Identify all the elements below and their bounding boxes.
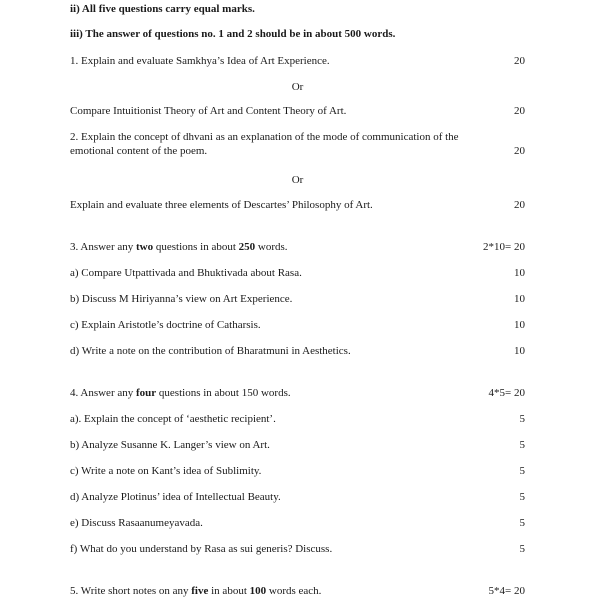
question-4-marks: 4*5= 20 [488,387,525,399]
question-3-item-text: a) Compare Utpattivada and Bhuktivada about Rasa. [70,267,302,279]
question-3-item-text: b) Discuss M Hiriyanna’s view on Art Experience. [70,293,293,305]
question-3-intro-bold2: 250 [238,241,256,253]
question-4-item-marks: 5 [519,413,525,425]
question-3-intro-a: 3. Answer any [70,241,136,253]
question-4-item-text: b) Analyze Susanne K. Langer’s view on Art. [70,439,270,451]
question-2-alt-marks: 20 [514,199,525,211]
question-5-intro-b: in about [208,585,250,597]
question-1-alt-text: Compare Intuitionist Theory of Art and Content Theory of Art. [70,105,347,117]
question-2-line2: emotional content of the poem. [70,145,208,157]
question-3-item-d [70,344,525,358]
question-4-item-marks: 5 [519,543,525,555]
question-2-alt-text: Explain and evaluate three elements of Descartes’ Philosophy of Art. [70,199,373,211]
question-4-intro-b: questions in about 150 words. [156,387,291,399]
question-4-item-marks: 5 [519,517,525,529]
question-2-alt [70,198,525,212]
question-4-item-text: f) What do you understand by Rasa as sui generis? Discuss. [70,543,333,555]
question-4-item-text: c) Write a note on Kant’s idea of Sublimity. [70,465,262,477]
question-1-marks: 20 [514,55,525,67]
question-2-marks: 20 [514,145,525,157]
question-5-marks: 5*4= 20 [488,585,525,597]
question-4-intro-bold1: four [136,387,157,399]
question-4-item-b [70,438,525,452]
question-4-item-marks: 5 [519,491,525,503]
question-5-intro [70,584,525,598]
question-4-item-a [70,412,525,426]
question-3-intro-b: questions in about [153,241,239,253]
question-4-item-c [70,464,525,478]
question-1-text: 1. Explain and evaluate Samkhya’s Idea of Art Experience. [70,55,330,67]
question-3-item-b [70,292,525,306]
instruction-iii: iii) The answer of questions no. 1 and 2 should be in about 500 words. [70,28,396,40]
question-3-item-c [70,318,525,332]
question-3-intro-bold1: two [136,241,154,253]
question-1-alt-marks: 20 [514,105,525,117]
question-3-intro [70,240,525,254]
question-4-item-e [70,516,525,530]
question-3-item-text: c) Explain Aristotle’s doctrine of Catharsis. [70,319,261,331]
question-4-item-marks: 5 [519,465,525,477]
question-4-item-marks: 5 [519,439,525,451]
question-3-item-marks: 10 [514,345,525,357]
question-2-line1: 2. Explain the concept of dhvani as an explanation of the mode of communication of the [70,131,459,143]
question-3-intro-c: words. [255,241,288,253]
question-4-item-text: e) Discuss Rasaanumeyavada. [70,517,203,529]
question-2-or: Or [291,174,304,186]
question-4-intro [70,386,525,400]
question-1 [70,54,525,68]
question-4-item-text: d) Analyze Plotinus’ idea of Intellectual Beauty. [70,491,281,503]
question-5-intro-bold2: 100 [249,585,267,597]
question-5-intro-bold1: five [191,585,209,597]
question-2-line2-row [70,144,525,158]
question-3-item-marks: 10 [514,319,525,331]
instruction-ii: ii) All five questions carry equal marks. [70,3,255,15]
question-3-item-a [70,266,525,280]
question-2 [70,130,525,158]
question-3-item-marks: 10 [514,267,525,279]
question-5-intro-a: 5. Write short notes on any [70,585,192,597]
question-4-item-text: a). Explain the concept of ‘aesthetic recipient’. [70,413,276,425]
question-4-item-d [70,490,525,504]
question-4-item-f [70,542,525,556]
question-1-or: Or [291,81,304,93]
question-4-intro-a: 4. Answer any [70,387,136,399]
question-3-marks: 2*10= 20 [483,241,525,253]
question-1-alt [70,104,525,118]
question-5-intro-c: words each. [266,585,322,597]
question-3-item-marks: 10 [514,293,525,305]
question-3-item-text: d) Write a note on the contribution of Bharatmuni in Aesthetics. [70,345,351,357]
